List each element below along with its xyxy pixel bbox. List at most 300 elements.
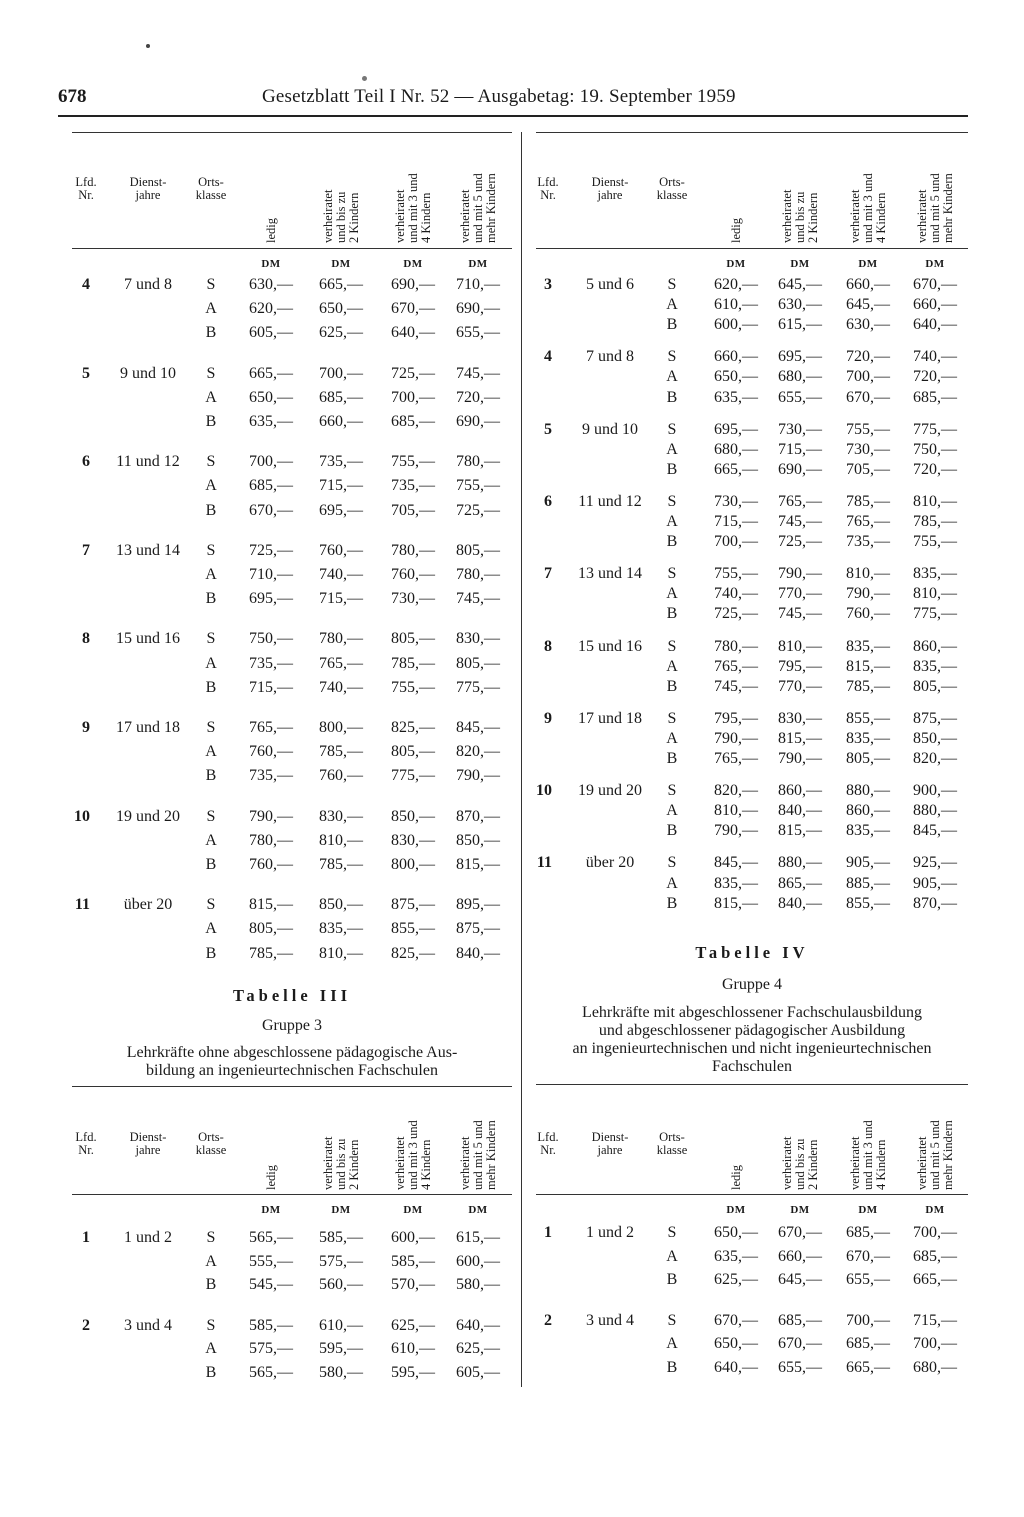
dienstjahre: 13 und 14 [116, 541, 180, 559]
table-top-rule [536, 132, 968, 133]
currency-label: DM [331, 258, 351, 270]
lfd-nr: 1 [82, 1229, 90, 1246]
salary-value: 720,— [456, 388, 500, 406]
lfd-nr: 8 [544, 637, 552, 655]
dienstjahre: 11 und 12 [578, 492, 642, 510]
salary-value: 840,— [778, 802, 822, 820]
salary-value: 765,— [778, 492, 822, 510]
salary-value: 785,— [391, 654, 435, 672]
salary-value: 595,— [319, 1340, 363, 1357]
salary-value: 555,— [249, 1252, 293, 1270]
dienstjahre: 15 und 16 [116, 630, 180, 648]
tabelle-iv-description-line: und abgeschlossener pädagogischer Ausbildung [598, 1022, 906, 1039]
salary-value: 660,— [913, 296, 957, 314]
salary-value: 630,— [249, 276, 293, 293]
ortsklasse: S [667, 492, 677, 510]
salary-value: 635,— [714, 388, 758, 406]
salary-value: 600,— [391, 1229, 435, 1246]
salary-value: 695,— [778, 348, 822, 366]
salary-value: 645,— [778, 1271, 822, 1288]
ortsklasse: S [667, 1224, 677, 1241]
tabelle-iv-gruppe: Gruppe 4 [722, 976, 782, 993]
salary-value: 685,— [391, 413, 435, 430]
ortsklasse: B [205, 590, 217, 608]
salary-value: 805,— [456, 541, 500, 559]
salary-value: 655,— [846, 1271, 890, 1288]
salary-value: 695,— [249, 590, 293, 608]
lfd-nr: 4 [82, 276, 90, 293]
tabelle-iii-gruppe: Gruppe 3 [262, 1017, 322, 1034]
salary-value: 815,— [778, 729, 822, 747]
salary-value: 785,— [846, 492, 890, 510]
salary-value: 700,— [391, 388, 435, 406]
header-lfd-nr: Nr. [78, 188, 94, 202]
salary-value: 870,— [456, 807, 500, 825]
salary-value: 720,— [913, 368, 957, 386]
salary-value: 795,— [714, 709, 758, 727]
salary-value: 620,— [249, 300, 293, 318]
ortsklasse: A [666, 513, 678, 530]
currency-label: DM [925, 258, 945, 270]
header-verheiratet-3-4: verheiratet und mit 3 und 4 Kindern [847, 173, 888, 243]
salary-value: 845,— [456, 719, 500, 736]
salary-value: 730,— [714, 492, 758, 510]
page-number: 678 [58, 86, 87, 107]
salary-value: 860,— [778, 782, 822, 800]
salary-value: 585,— [249, 1316, 293, 1334]
ortsklasse: S [206, 364, 216, 382]
ortsklasse: A [205, 831, 217, 849]
header-verheiratet-bis-2: verheiratet und bis zu 2 Kindern [320, 189, 361, 243]
header-lfd-nr: Lfd. [537, 175, 559, 189]
salary-value: 870,— [913, 894, 957, 912]
salary-value: 840,— [778, 894, 822, 912]
salary-value: 725,— [456, 501, 500, 519]
salary-value: 905,— [913, 874, 957, 892]
header-lfd-nr: Nr. [78, 1143, 94, 1157]
salary-value: 580,— [456, 1276, 500, 1293]
salary-value: 815,— [778, 822, 822, 840]
ortsklasse: B [205, 501, 217, 519]
salary-value: 905,— [846, 854, 890, 872]
lfd-nr: 8 [82, 630, 90, 648]
salary-value: 735,— [319, 453, 363, 471]
salary-value: 570,— [391, 1276, 435, 1293]
ortsklasse: B [205, 413, 217, 430]
ortsklasse: S [667, 348, 677, 366]
salary-value: 545,— [249, 1276, 293, 1293]
salary-value: 835,— [913, 565, 957, 583]
ortsklasse: A [205, 920, 217, 938]
salary-value: 725,— [778, 533, 822, 551]
ortsklasse: A [666, 1247, 678, 1265]
ortsklasse: S [667, 565, 677, 583]
salary-value: 775,— [913, 605, 957, 623]
salary-value: 680,— [778, 368, 822, 386]
salary-value: 785,— [913, 513, 957, 530]
salary-value: 765,— [249, 719, 293, 736]
header-dienstjahre: jahre [597, 1143, 623, 1157]
salary-value: 715,— [913, 1311, 957, 1329]
ortsklasse: S [206, 630, 216, 648]
ortsklasse: A [205, 388, 217, 406]
salary-value: 670,— [249, 501, 293, 519]
salary-value: 685,— [846, 1335, 890, 1352]
dienstjahre: 11 und 12 [116, 453, 180, 471]
header-lfd-nr: Nr. [540, 1143, 556, 1157]
salary-value: 830,— [319, 807, 363, 825]
salary-value: 820,— [456, 743, 500, 761]
salary-value: 790,— [778, 750, 822, 767]
salary-value: 640,— [714, 1358, 758, 1376]
salary-value: 605,— [456, 1363, 500, 1381]
salary-value: 815,— [714, 894, 758, 912]
header-dienstjahre: jahre [135, 1143, 161, 1157]
salary-value: 665,— [714, 460, 758, 478]
salary-value: 700,— [714, 533, 758, 551]
salary-value: 770,— [778, 585, 822, 603]
dienstjahre: 19 und 20 [578, 782, 642, 800]
salary-value: 580,— [319, 1363, 363, 1381]
salary-value: 730,— [778, 420, 822, 438]
salary-value: 825,— [391, 719, 435, 736]
dienstjahre: 7 und 8 [124, 276, 172, 293]
salary-value: 635,— [249, 413, 293, 430]
salary-value: 805,— [456, 654, 500, 672]
salary-value: 685,— [913, 388, 957, 406]
table-top-rule [72, 1086, 512, 1087]
salary-value: 685,— [913, 1247, 957, 1265]
salary-value: 760,— [319, 767, 363, 785]
ortsklasse: A [205, 477, 217, 495]
salary-value: 610,— [391, 1340, 435, 1357]
dienstjahre: 17 und 18 [578, 709, 642, 727]
header-dienstjahre: Dienst- [591, 175, 629, 189]
salary-value: 715,— [319, 590, 363, 608]
salary-value: 690,— [456, 300, 500, 318]
salary-value: 875,— [456, 920, 500, 938]
lfd-nr: 6 [544, 492, 552, 510]
salary-value: 705,— [391, 501, 435, 519]
header-ledig: ledig [728, 1165, 743, 1190]
running-title: Gesetzblatt Teil I Nr. 52 — Ausgabetag: 19. September 1959 [262, 86, 736, 107]
salary-value: 670,— [846, 1247, 890, 1265]
dienstjahre: 1 und 2 [124, 1229, 172, 1246]
lfd-nr: 2 [544, 1311, 552, 1329]
salary-value: 695,— [714, 420, 758, 438]
salary-value: 700,— [913, 1224, 957, 1241]
salary-value: 630,— [778, 296, 822, 314]
salary-value: 780,— [391, 541, 435, 559]
salary-value: 665,— [913, 1271, 957, 1288]
salary-value: 575,— [319, 1252, 363, 1270]
salary-value: 780,— [456, 566, 500, 583]
salary-value: 860,— [846, 802, 890, 820]
salary-value: 565,— [249, 1363, 293, 1381]
tabelle-iv-description-line: Fachschulen [712, 1058, 792, 1075]
ortsklasse: S [667, 782, 677, 800]
salary-value: 660,— [846, 276, 890, 293]
salary-value: 680,— [913, 1358, 957, 1376]
salary-value: 595,— [391, 1363, 435, 1381]
salary-value: 815,— [846, 657, 890, 675]
salary-value: 735,— [846, 533, 890, 551]
lfd-nr: 5 [82, 364, 90, 382]
lfd-nr: 3 [544, 276, 552, 293]
header-verheiratet-3-4: verheiratet und mit 3 und 4 Kindern [847, 1120, 888, 1190]
header-ortsklasse: klasse [656, 188, 688, 202]
header-dienstjahre: Dienst- [591, 1130, 629, 1144]
header-ortsklasse: klasse [656, 1143, 688, 1157]
salary-value: 840,— [456, 944, 500, 962]
salary-value: 790,— [846, 585, 890, 603]
salary-value: 755,— [391, 453, 435, 471]
salary-value: 745,— [778, 605, 822, 623]
print-speck [146, 44, 150, 48]
salary-value: 790,— [714, 729, 758, 747]
salary-value: 805,— [249, 920, 293, 938]
salary-value: 755,— [391, 678, 435, 696]
salary-value: 760,— [249, 856, 293, 873]
salary-value: 885,— [846, 874, 890, 892]
table-header-rule [72, 1194, 512, 1195]
salary-value: 705,— [846, 460, 890, 478]
salary-value: 700,— [249, 453, 293, 471]
salary-value: 825,— [391, 944, 435, 962]
salary-value: 615,— [456, 1229, 500, 1246]
salary-value: 670,— [714, 1311, 758, 1329]
ortsklasse: B [666, 1271, 678, 1288]
ortsklasse: B [666, 316, 678, 334]
currency-label: DM [925, 1204, 945, 1216]
salary-value: 830,— [778, 709, 822, 727]
ortsklasse: S [206, 1316, 216, 1334]
salary-value: 805,— [846, 750, 890, 767]
table-header-rule [72, 248, 512, 249]
header-verheiratet-5-mehr: verheiratet und mit 5 und mehr Kindern [914, 173, 955, 243]
header-lfd-nr: Nr. [540, 188, 556, 202]
ortsklasse: S [206, 896, 216, 914]
header-dienstjahre: Dienst- [129, 175, 167, 189]
ortsklasse: B [666, 460, 678, 478]
table-header-rule [536, 1194, 968, 1195]
salary-value: 745,— [456, 364, 500, 382]
salary-value: 755,— [714, 565, 758, 583]
salary-value: 610,— [714, 296, 758, 314]
tabelle-iii-description-line: Lehrkräfte ohne abgeschlossene pädagogische Aus- [126, 1044, 458, 1061]
salary-value: 720,— [846, 348, 890, 366]
lfd-nr: 11 [74, 896, 90, 914]
dienstjahre: 17 und 18 [116, 719, 180, 736]
ortsklasse: A [205, 654, 217, 672]
salary-value: 600,— [456, 1252, 500, 1270]
salary-value: 630,— [846, 316, 890, 334]
salary-value: 740,— [714, 585, 758, 603]
salary-value: 610,— [319, 1316, 363, 1334]
dienstjahre: über 20 [123, 896, 173, 914]
ortsklasse: B [666, 605, 678, 623]
salary-value: 835,— [846, 822, 890, 840]
salary-value: 755,— [913, 533, 957, 551]
print-speck [362, 76, 367, 81]
salary-value: 655,— [778, 388, 822, 406]
salary-value: 780,— [319, 630, 363, 648]
salary-value: 775,— [391, 767, 435, 785]
lfd-nr: 9 [544, 709, 552, 727]
salary-value: 850,— [319, 896, 363, 914]
salary-value: 670,— [846, 388, 890, 406]
salary-value: 810,— [319, 944, 363, 962]
salary-value: 625,— [456, 1340, 500, 1357]
salary-value: 735,— [249, 654, 293, 672]
salary-value: 605,— [249, 324, 293, 342]
salary-value: 875,— [913, 709, 957, 727]
dienstjahre: 1 und 2 [586, 1224, 634, 1241]
lfd-nr: 9 [82, 719, 90, 736]
dienstjahre: über 20 [585, 854, 635, 872]
salary-value: 810,— [714, 802, 758, 820]
header-lfd-nr: Lfd. [75, 175, 97, 189]
tabelle-iii-description-line: bildung an ingenieurtechnischen Fachschulen [146, 1062, 438, 1079]
salary-value: 855,— [846, 894, 890, 912]
salary-value: 755,— [456, 477, 500, 495]
salary-value: 665,— [249, 364, 293, 382]
salary-value: 730,— [846, 440, 890, 458]
ortsklasse: A [666, 296, 678, 314]
salary-value: 745,— [456, 590, 500, 608]
ortsklasse: A [666, 802, 678, 820]
ortsklasse: S [667, 709, 677, 727]
salary-value: 660,— [319, 413, 363, 430]
salary-value: 690,— [456, 413, 500, 430]
salary-value: 730,— [391, 590, 435, 608]
salary-value: 585,— [319, 1229, 363, 1246]
salary-value: 925,— [913, 854, 957, 872]
salary-value: 745,— [778, 513, 822, 530]
salary-value: 715,— [714, 513, 758, 530]
header-ledig: ledig [263, 1165, 278, 1190]
salary-value: 835,— [846, 729, 890, 747]
ortsklasse: B [205, 856, 217, 873]
salary-value: 760,— [319, 541, 363, 559]
salary-value: 700,— [846, 368, 890, 386]
salary-value: 700,— [913, 1335, 957, 1352]
salary-value: 815,— [249, 896, 293, 914]
ortsklasse: S [667, 276, 677, 293]
salary-value: 780,— [714, 637, 758, 655]
salary-value: 710,— [456, 276, 500, 293]
salary-value: 805,— [391, 743, 435, 761]
currency-label: DM [468, 1204, 488, 1216]
salary-value: 755,— [846, 420, 890, 438]
salary-value: 650,— [714, 1335, 758, 1352]
lfd-nr: 10 [536, 782, 552, 800]
header-verheiratet-bis-2: verheiratet und bis zu 2 Kindern [779, 189, 820, 243]
dienstjahre: 7 und 8 [586, 348, 634, 366]
ortsklasse: S [667, 854, 677, 872]
salary-value: 710,— [249, 566, 293, 583]
salary-value: 750,— [913, 440, 957, 458]
salary-value: 760,— [846, 605, 890, 623]
salary-value: 685,— [249, 477, 293, 495]
salary-value: 785,— [846, 677, 890, 695]
salary-value: 600,— [714, 316, 758, 334]
lfd-nr: 11 [536, 854, 552, 872]
salary-value: 665,— [319, 276, 363, 293]
salary-value: 625,— [319, 324, 363, 342]
salary-value: 835,— [319, 920, 363, 938]
dienstjahre: 5 und 6 [586, 276, 634, 293]
salary-value: 685,— [778, 1311, 822, 1329]
salary-value: 660,— [714, 348, 758, 366]
salary-value: 760,— [249, 743, 293, 761]
ortsklasse: S [667, 1311, 677, 1329]
salary-value: 735,— [391, 477, 435, 495]
ortsklasse: B [666, 533, 678, 551]
ortsklasse: S [667, 420, 677, 438]
salary-value: 810,— [778, 637, 822, 655]
ortsklasse: A [666, 440, 678, 458]
ortsklasse: A [205, 1340, 217, 1357]
ortsklasse: S [206, 453, 216, 471]
lfd-nr: 6 [82, 453, 90, 471]
salary-value: 745,— [714, 677, 758, 695]
salary-value: 880,— [846, 782, 890, 800]
currency-label: DM [790, 1204, 810, 1216]
salary-value: 790,— [714, 822, 758, 840]
lfd-nr: 7 [544, 565, 552, 583]
lfd-nr: 5 [544, 420, 552, 438]
salary-value: 765,— [714, 750, 758, 767]
ortsklasse: B [205, 678, 217, 696]
salary-value: 585,— [391, 1252, 435, 1270]
ortsklasse: S [206, 807, 216, 825]
salary-value: 740,— [319, 678, 363, 696]
salary-value: 765,— [846, 513, 890, 530]
salary-value: 680,— [714, 440, 758, 458]
salary-value: 785,— [249, 944, 293, 962]
ortsklasse: B [205, 324, 217, 342]
header-verheiratet-bis-2: verheiratet und bis zu 2 Kindern [320, 1136, 361, 1190]
currency-label: DM [403, 1204, 423, 1216]
salary-value: 645,— [778, 276, 822, 293]
salary-value: 670,— [913, 276, 957, 293]
ortsklasse: B [666, 388, 678, 406]
salary-value: 865,— [778, 874, 822, 892]
salary-value: 765,— [319, 654, 363, 672]
salary-value: 780,— [456, 453, 500, 471]
header-ortsklasse: Orts- [198, 175, 224, 189]
salary-value: 805,— [391, 630, 435, 648]
salary-value: 790,— [456, 767, 500, 785]
salary-value: 795,— [778, 657, 822, 675]
ortsklasse: S [206, 719, 216, 736]
currency-label: DM [261, 1204, 281, 1216]
salary-value: 665,— [846, 1358, 890, 1376]
salary-value: 725,— [249, 541, 293, 559]
ortsklasse: B [666, 677, 678, 695]
salary-value: 725,— [391, 364, 435, 382]
salary-value: 850,— [391, 807, 435, 825]
salary-value: 775,— [913, 420, 957, 438]
currency-label: DM [726, 1204, 746, 1216]
lfd-nr: 1 [544, 1224, 552, 1241]
table-header-rule [536, 248, 968, 249]
lfd-nr: 2 [82, 1316, 90, 1334]
header-rule [58, 115, 968, 117]
salary-value: 690,— [778, 460, 822, 478]
salary-value: 565,— [249, 1229, 293, 1246]
